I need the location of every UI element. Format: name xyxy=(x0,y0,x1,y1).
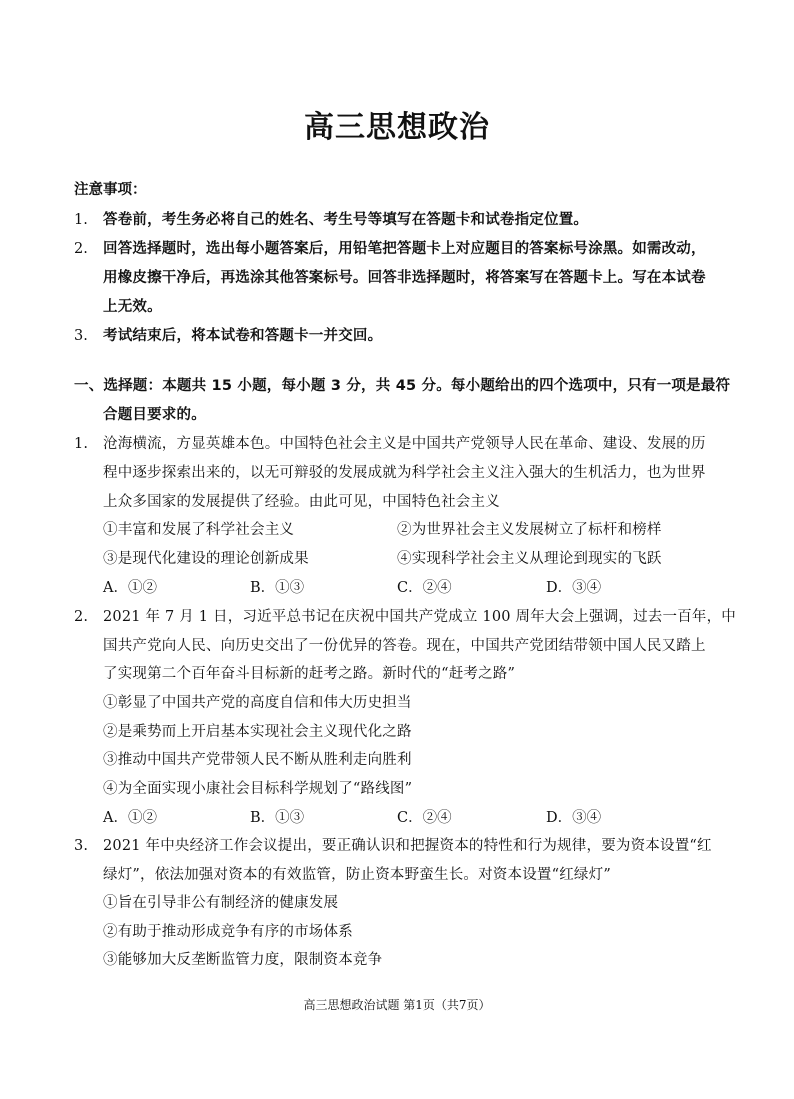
answer-option: A．①② xyxy=(103,810,157,826)
question-stem: 国共产党向人民、向历史交出了一份优异的答卷。现在，中国共产党团结带领中国人民又踏上 xyxy=(103,638,706,654)
statement: ④为全面实现小康社会目标科学规划了“路线图” xyxy=(103,781,413,797)
notice-item-text: 答卷前，考生务必将自己的姓名、考生号等填写在答题卡和试卷指定位置。 xyxy=(103,212,589,228)
answer-option: B．①③ xyxy=(250,580,305,596)
statement: ①丰富和发展了科学社会主义 xyxy=(103,522,295,538)
question-number: 3. xyxy=(74,838,89,854)
question-number: 2. xyxy=(74,609,89,625)
statement: ④实现科学社会主义从理论到现实的飞跃 xyxy=(397,551,662,567)
statement: ③推动中国共产党带领人民不断从胜利走向胜利 xyxy=(103,752,412,768)
question-stem: 上众多国家的发展提供了经验。由此可见，中国特色社会主义 xyxy=(103,494,500,510)
question-stem: 绿灯”，依法加强对资本的有效监管，防止资本野蛮生长。对资本设置“红绿灯” xyxy=(103,867,611,883)
section-heading: 一、选择题：本题共 15 小题，每小题 3 分，共 45 分。每小题给出的四个选项中，只有一项是最符 xyxy=(74,378,731,394)
page-title: 高三思想政治 xyxy=(304,110,490,145)
statement: ②是乘势而上开启基本实现社会主义现代化之路 xyxy=(103,724,412,740)
statement: ②有助于推动形成竞争有序的市场体系 xyxy=(103,924,353,940)
notice-item-text: 上无效。 xyxy=(103,299,162,315)
question-stem: 2021 年中央经济工作会议提出，要正确认识和把握资本的特性和行为规律，要为资本设置“红 xyxy=(103,838,712,854)
notice-item-text: 回答选择题时，选出每小题答案后，用铅笔把答题卡上对应题目的答案标号涂黑。如需改动， xyxy=(103,241,706,257)
answer-option: C．②④ xyxy=(397,810,452,826)
notice-item-number: 2. xyxy=(74,241,88,257)
statement: ③是现代化建设的理论创新成果 xyxy=(103,551,309,567)
answer-option: B．①③ xyxy=(250,810,305,826)
question-number: 1. xyxy=(74,436,89,452)
notice-item-text: 用橡皮擦干净后，再选涂其他答案标号。回答非选择题时，将答案写在答题卡上。写在本试卷 xyxy=(103,270,706,286)
notice-item-text: 考试结束后，将本试卷和答题卡一并交回。 xyxy=(103,328,383,344)
answer-option: D．③④ xyxy=(546,810,602,826)
question-stem: 程中逐步探索出来的，以无可辩驳的发展成就为科学社会主义注入强大的生机活力，也为世界 xyxy=(103,465,706,481)
notice-item-number: 1. xyxy=(74,212,88,228)
page-footer: 高三思想政治试题 第1页（共7页） xyxy=(303,998,491,1012)
notice-heading: 注意事项： xyxy=(74,182,147,198)
statement: ②为世界社会主义发展树立了标杆和榜样 xyxy=(397,522,662,538)
statement: ①彰显了中国共产党的高度自信和伟大历史担当 xyxy=(103,695,412,711)
question-stem: 沧海横流，方显英雄本色。中国特色社会主义是中国共产党领导人民在革命、建设、发展的历 xyxy=(103,436,706,452)
section-heading: 合题目要求的。 xyxy=(103,407,206,423)
statement: ③能够加大反垄断监管力度，限制资本竞争 xyxy=(103,952,383,968)
answer-option: A．①② xyxy=(103,580,157,596)
question-stem: 2021 年 7 月 1 日，习近平总书记在庆祝中国共产党成立 100 周年大会上强调，过去一百年，中 xyxy=(103,609,736,625)
statement: ①旨在引导非公有制经济的健康发展 xyxy=(103,895,339,911)
notice-item-number: 3. xyxy=(74,328,88,344)
answer-option: D．③④ xyxy=(546,580,602,596)
answer-option: C．②④ xyxy=(397,580,452,596)
question-stem: 了实现第二个百年奋斗目标新的赶考之路。新时代的“赶考之路” xyxy=(103,666,516,682)
